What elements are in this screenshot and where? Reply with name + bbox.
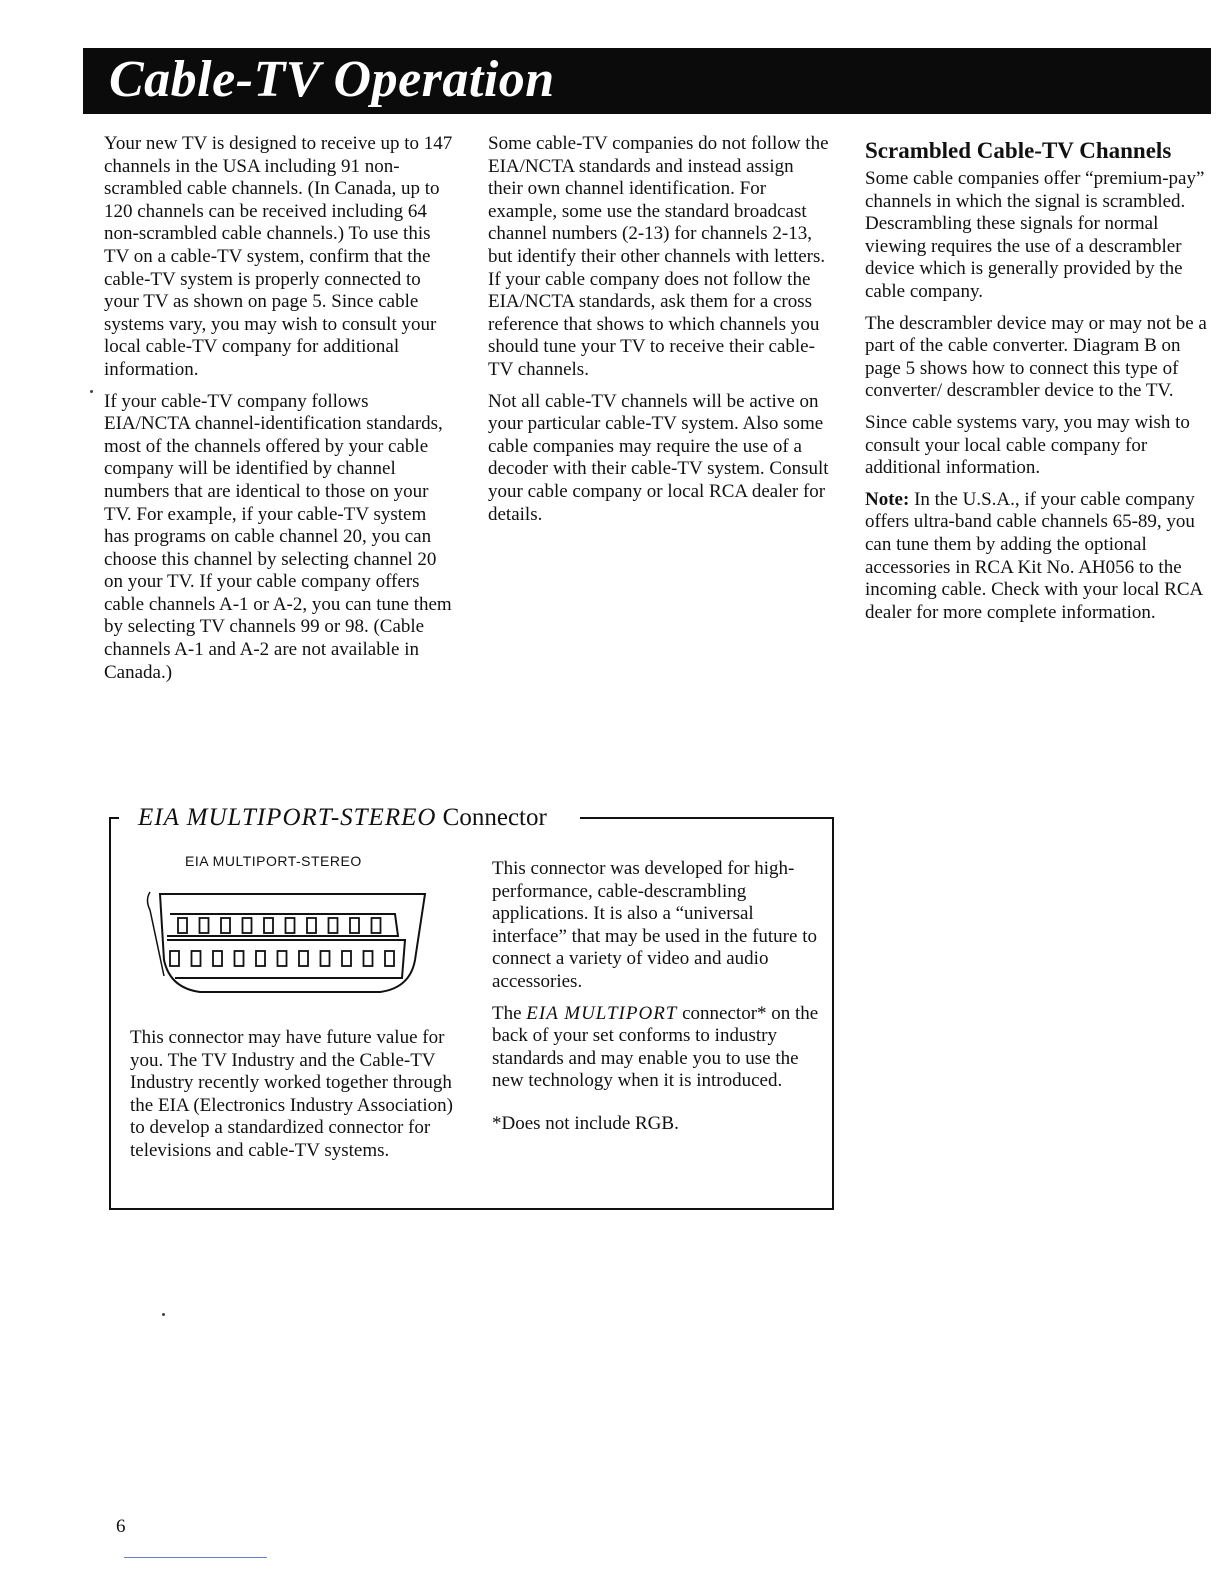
connector-pin [200,918,209,933]
connector-pin [278,951,287,966]
box-title-plain: Connector [442,804,547,831]
column-2 [488,133,833,535]
connector-pin [342,951,351,966]
paragraph: This connector may have future value for you. The TV Industry and the Cable-TV Industry recently worked together through the EIA (Electronics Industry Association) to develop a standardized connector for televisions and cable-TV systems. [130,1027,453,1161]
note-paragraph [865,489,1210,625]
paragraph: Not all cable-TV channels will be active on your particular cable-TV system. Also some cable companies may require the use of a decoder with their cable-TV system. Consult your cable company or local RCA dealer for details. [488,390,829,525]
box-right-text [492,858,827,1145]
title-bar [83,48,1211,114]
speck [90,390,93,393]
connector-pin [178,918,187,933]
paragraph: Your new TV is designed to receive up to 147 channels in the USA including 91 non-scrambled cable channels. (In Canada, up to 120 channels can be received including 64 non-scrambled cable channels.) To use this TV on a cable-TV system, confirm that the cable-TV system is properly connected to your TV as shown on page 5. Since cable systems vary, you may wish to consult your local cable-TV company for additional information. [104,133,453,380]
connector-pin [264,918,273,933]
connector-pin [321,951,330,966]
note-text: In the U.S.A., if your cable company offers ultra-band cable channels 65-89, you can tune them by adding the optional accessories in RCA Kit No. AH056 to the incoming cable. Check with your local RCA dealer for more complete information. [865,488,1203,623]
paragraph: Since cable systems vary, you may wish to consult your local cable company for additional information. [865,411,1190,479]
connector-pin [350,918,359,933]
connector-pin [170,951,179,966]
text-italic: EIA MULTIPORT [526,1002,678,1024]
footnote: *Does not include RGB. [492,1112,679,1134]
box-title-italic: EIA MULTIPORT-STEREO [138,804,437,831]
page-number: 6 [116,1516,126,1537]
connector-pin [235,951,244,966]
connector-pin [329,918,338,933]
paragraph: This connector was developed for high-performance, cable-descrambling applications. It is also a “universal interface” that may be used in the future to connect a variety of video and audio accessories. [492,858,817,992]
box-title [138,803,547,833]
connector-pin [385,951,394,966]
connector-pin [372,918,381,933]
paragraph: Some cable-TV companies do not follow the EIA/NCTA standards and instead assign their own channel identification. For example, some use the standard broadcast channel numbers (2-13) for channels 2-13, but identify their other channels with letters. If your cable company does not follow the EIA/NCTA standards, ask them for a cross reference that shows to which channels you should tune your TV to receive their cable-TV channels. [488,133,829,380]
column-3 [865,137,1210,633]
column-1 [104,133,456,693]
paragraph: If your cable-TV company follows EIA/NCTA channel-identification standards, most of the channels offered by your cable company will be identified by channel numbers that are identical to those on your TV. For example, if your cable-TV system has programs on cable channel 20, you can choose this channel by selecting channel 20 on your TV. If your cable company offers cable channels A-1 or A-2, you can tune them by selecting TV channels 99 or 98. (Cable channels A-1 and A-2 are not available in Canada.) [104,390,452,683]
footer-rule [124,1557,267,1558]
paragraph [492,1003,827,1093]
paragraph: Some cable companies offer “premium-pay” channels in which the signal is scrambled. Descrambling these signals for normal viewing requires the use of a descrambler device which is generally provided by the cable company. [865,168,1205,302]
speck [162,1313,165,1316]
box-border-segment [109,817,119,819]
connector-pin [213,951,222,966]
connector-pin [299,951,308,966]
connector-pin [243,918,252,933]
connector-pin [192,951,201,966]
connector-pin [256,951,265,966]
scart-connector-icon [140,880,440,1010]
page-title: Cable-TV Operation [109,51,555,108]
connector-pin [221,918,230,933]
text-span: connector* on the back of your set conforms to industry standards and may enable you to use the new technology when it is introduced. [492,1002,819,1092]
connector-pin [286,918,295,933]
box-left-text [130,1027,465,1172]
paragraph: The descrambler device may or may not be a part of the cable converter. Diagram B on page 5 shows how to connect this type of converter/ descrambler device to the TV. [865,312,1207,402]
box-border-segment [580,817,834,819]
diagram-label: EIA MULTIPORT-STEREO [185,853,362,869]
section-heading: Scrambled Cable-TV Channels [865,138,1172,163]
connector-pin [307,918,316,933]
text-span: The [492,1002,522,1024]
connector-pin [364,951,373,966]
note-label: Note: [865,488,910,510]
